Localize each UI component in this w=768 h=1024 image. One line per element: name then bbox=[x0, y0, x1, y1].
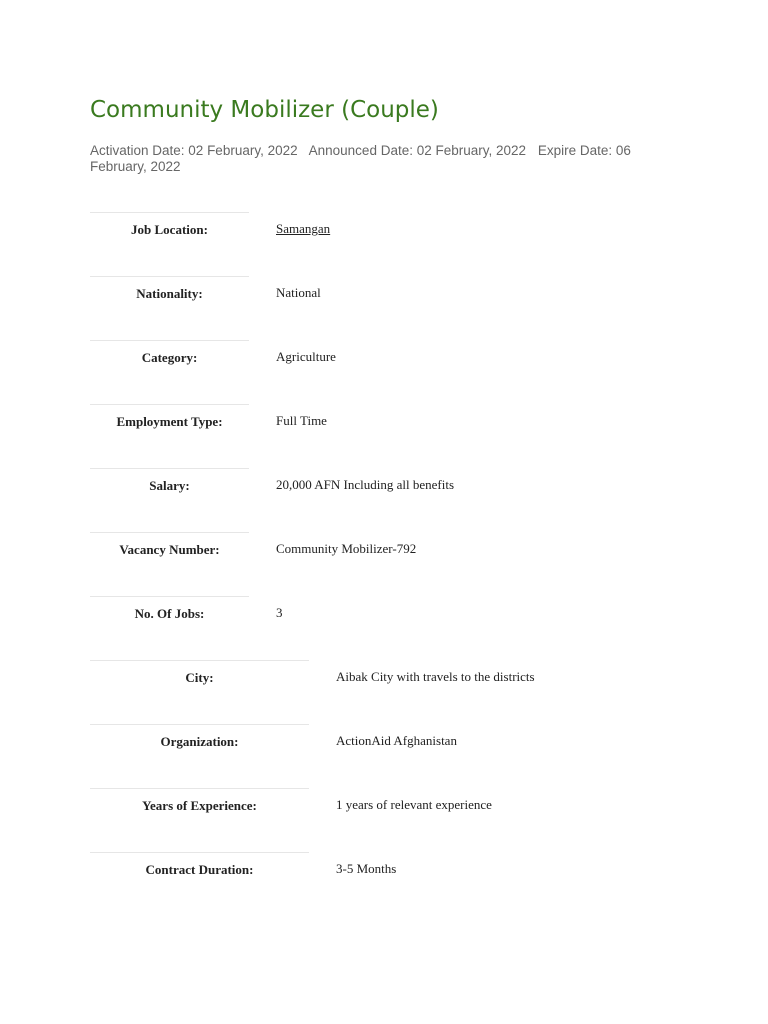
detail-row-job-location bbox=[90, 212, 710, 276]
detail-label: Nationality: bbox=[90, 276, 249, 340]
detail-value: ActionAid Afghanistan bbox=[336, 733, 457, 748]
detail-label: Contract Duration: bbox=[90, 852, 309, 916]
announced-date: Announced Date: 02 February, 2022 bbox=[308, 143, 527, 158]
detail-row-contract-duration bbox=[90, 852, 710, 916]
detail-row-category bbox=[90, 340, 710, 404]
detail-label: Job Location: bbox=[90, 212, 249, 276]
detail-value: 20,000 AFN Including all benefits bbox=[276, 477, 455, 492]
detail-row-employment-type bbox=[90, 404, 710, 468]
detail-value: 1 years of relevant experience bbox=[336, 797, 492, 812]
detail-row-salary bbox=[90, 468, 710, 532]
detail-value: Community Mobilizer-792 bbox=[276, 541, 417, 556]
detail-label: Organization: bbox=[90, 724, 309, 788]
job-details-table bbox=[90, 212, 710, 916]
detail-row-vacancy-number bbox=[90, 532, 710, 596]
page-title: Community Mobilizer (Couple) bbox=[90, 97, 439, 123]
job-location-link[interactable]: Samangan bbox=[276, 221, 331, 236]
activation-date: Activation Date: 02 February, 2022 bbox=[90, 143, 298, 158]
detail-row-organization bbox=[90, 724, 710, 788]
detail-row-nationality bbox=[90, 276, 710, 340]
detail-label: Category: bbox=[90, 340, 249, 404]
detail-label: No. Of Jobs: bbox=[90, 596, 249, 660]
detail-value: Full Time bbox=[276, 413, 327, 428]
detail-value: 3-5 Months bbox=[336, 861, 397, 876]
detail-value: Aibak City with travels to the districts bbox=[336, 669, 535, 684]
detail-label: City: bbox=[90, 660, 309, 724]
detail-row-years-of-experience bbox=[90, 788, 710, 852]
detail-label: Employment Type: bbox=[90, 404, 249, 468]
detail-label: Vacancy Number: bbox=[90, 532, 249, 596]
detail-row-no-of-jobs bbox=[90, 596, 710, 660]
detail-label: Years of Experience: bbox=[90, 788, 309, 852]
detail-row-city bbox=[90, 660, 710, 724]
detail-value: National bbox=[276, 285, 321, 300]
expire-date: Expire Date: 06 February, 2022 bbox=[90, 143, 631, 174]
detail-value: 3 bbox=[276, 605, 283, 620]
job-dates bbox=[90, 143, 670, 175]
detail-label: Salary: bbox=[90, 468, 249, 532]
detail-value: Agriculture bbox=[276, 349, 336, 364]
